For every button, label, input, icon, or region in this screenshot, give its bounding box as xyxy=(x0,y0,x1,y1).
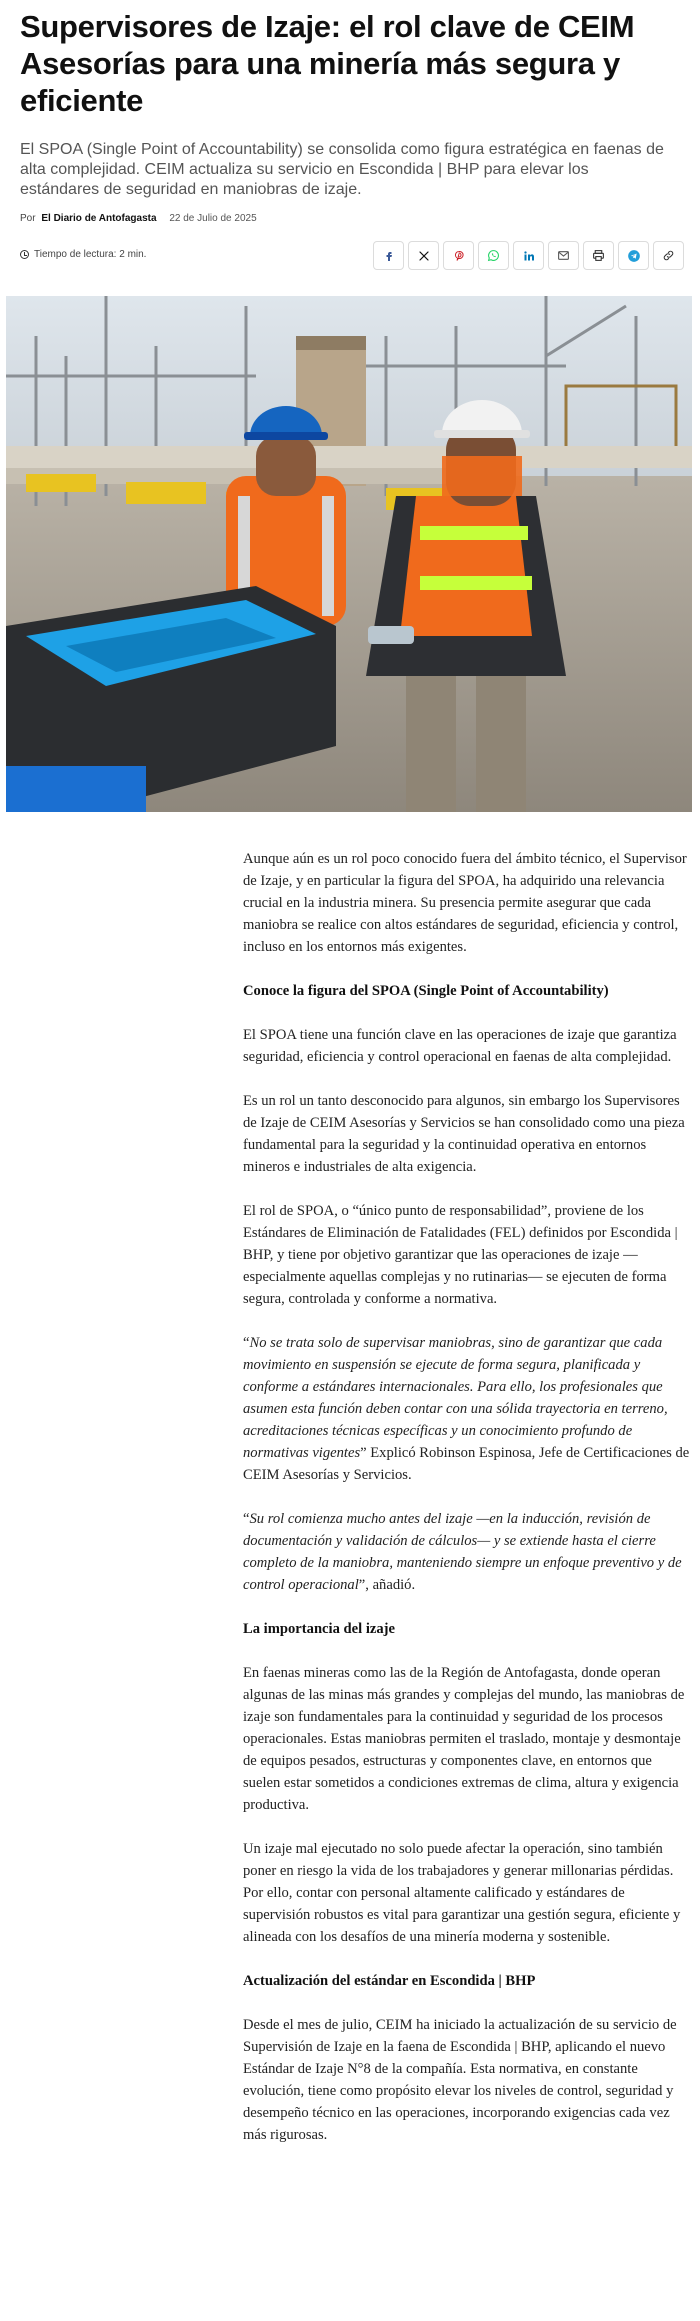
article-body xyxy=(243,848,691,2168)
x-icon xyxy=(418,250,430,262)
clock-icon xyxy=(20,250,29,259)
pinterest-share-button[interactable] xyxy=(443,241,474,270)
print-icon xyxy=(592,249,605,262)
paragraph: En faenas mineras como las de la Región de Antofagasta, donde operan algunas de las minas más grandes y complejas del mundo, las maniobras de izaje son fundamentales para la continuidad y seguridad de los procesos operacionales. Estas maniobras permiten el traslado, montaje y desmontaje de equipos pesados, estructuras y componentes clave, en entornos que suelen estar sometidos a condiciones extremas de clima, altura y exigencia productiva. xyxy=(243,1665,685,1813)
share-bar xyxy=(373,241,684,270)
email-share-button[interactable] xyxy=(548,241,579,270)
telegram-icon xyxy=(627,249,641,263)
quote-attribution: ”, añadió. xyxy=(358,1577,416,1593)
facebook-share-button[interactable] xyxy=(373,241,404,270)
copy-link-button[interactable] xyxy=(653,241,684,270)
paragraph: El SPOA tiene una función clave en las operaciones de izaje que garantiza seguridad, eficiencia y control operacional en faenas de alta complejidad. xyxy=(243,1027,677,1065)
quote-text: No se trata solo de supervisar maniobras, sino de garantizar que cada movimiento en suspensión se ejecute de forma segura, planificada y conforme a estándares internacionales. Para ello, los profesionales que asumen esta función deben contar con una sólida trayectoria en terreno, acreditaciones técnicas específicas y un conocimiento profundo de normativas vigentes xyxy=(243,1335,668,1461)
article-title: Supervisores de Izaje: el rol clave de CEIM Asesorías para una minería más segura y eficiente xyxy=(20,9,635,118)
section-heading: Actualización del estándar en Escondida | BHP xyxy=(243,1973,536,1989)
hero-photo-illustration xyxy=(6,296,692,812)
paragraph: Aunque aún es un rol poco conocido fuera del ámbito técnico, el Supervisor de Izaje, y en particular la figura del SPOA, ha adquirido una relevancia crucial en la industria minera. Su presencia permite asegurar que cada maniobra se realice con altos estándares de seguridad, eficiencia y control, incluso en los entornos más exigentes. xyxy=(243,851,687,955)
paragraph: Desde el mes de julio, CEIM ha iniciado la actualización de su servicio de Supervisión de Izaje en la faena de Escondida | BHP, aplicando el nuevo Estándar de Izaje N°8 de la compañía. Esta normativa, en constante evolución, tiene como propósito elevar los niveles de control, seguridad y desempeño técnico en las operaciones, incorporando exigencias cada vez más rigurosas. xyxy=(243,2017,677,2143)
quote-open: “ xyxy=(243,1335,250,1351)
read-time-label: Tiempo de lectura: 2 min. xyxy=(34,249,147,260)
quote-text: Su rol comienza mucho antes del izaje —en la inducción, revisión de documentación y validación de cálculos— y se extiende hasta el cierre completo de la maniobra, manteniendo siempre un enfoque preventivo y de control operacional xyxy=(243,1511,682,1593)
quote-paragraph xyxy=(243,1508,691,1596)
paragraph: Es un rol un tanto desconocido para algunos, sin embargo los Supervisores de Izaje de CEIM Asesorías y Servicios se han consolidado como una pieza fundamental para la seguridad y la continuidad operativa en entornos mineros e industriales de alta exigencia. xyxy=(243,1093,685,1175)
quote-open: “ xyxy=(243,1511,250,1527)
linkedin-icon xyxy=(523,250,535,262)
whatsapp-share-button[interactable] xyxy=(478,241,509,270)
section-heading: Conoce la figura del SPOA (Single Point of Accountability) xyxy=(243,983,609,999)
email-icon xyxy=(557,249,570,262)
hero-image xyxy=(6,296,692,812)
by-label: Por xyxy=(20,213,36,224)
pinterest-icon xyxy=(453,250,465,262)
byline xyxy=(20,213,257,224)
facebook-icon xyxy=(383,250,395,262)
section-heading: La importancia del izaje xyxy=(243,1621,395,1637)
print-button[interactable] xyxy=(583,241,614,270)
article-subtitle: El SPOA (Single Point of Accountability) se consolida como figura estratégica en faenas de alta complejidad. CEIM actualiza su servicio en Escondida | BHP para elevar los estándares de seguridad en maniobras de izaje. xyxy=(20,141,664,198)
paragraph: El rol de SPOA, o “único punto de responsabilidad”, proviene de los Estándares de Eliminación de Fatalidades (FEL) definidos por Escondida | BHP, y tiene por objetivo garantizar que las operaciones de izaje —especialmente aquellas complejas y no rutinarias— se ejecuten de forma segura, controlada y conforme a normativa. xyxy=(243,1203,678,1307)
quote-attribution: ” Explicó Robinson Espinosa, Jefe de Certificaciones de CEIM Asesorías y Servicios. xyxy=(243,1445,690,1483)
publish-date: 22 de Julio de 2025 xyxy=(169,213,257,224)
linkedin-share-button[interactable] xyxy=(513,241,544,270)
author-link[interactable]: El Diario de Antofagasta xyxy=(41,213,157,224)
link-icon xyxy=(662,249,675,262)
paragraph: Un izaje mal ejecutado no solo puede afectar la operación, sino también poner en riesgo la vida de los trabajadores y generar millonarias pérdidas. Por ello, contar con personal altamente calificado y estándares de supervisión robustos es vital para garantizar una gestión segura, eficiente y alineada con los desafíos de una minería moderna y sostenible. xyxy=(243,1841,681,1945)
x-share-button[interactable] xyxy=(408,241,439,270)
read-time xyxy=(20,249,146,260)
quote-paragraph xyxy=(243,1332,691,1486)
telegram-share-button[interactable] xyxy=(618,241,649,270)
whatsapp-icon xyxy=(487,249,500,262)
